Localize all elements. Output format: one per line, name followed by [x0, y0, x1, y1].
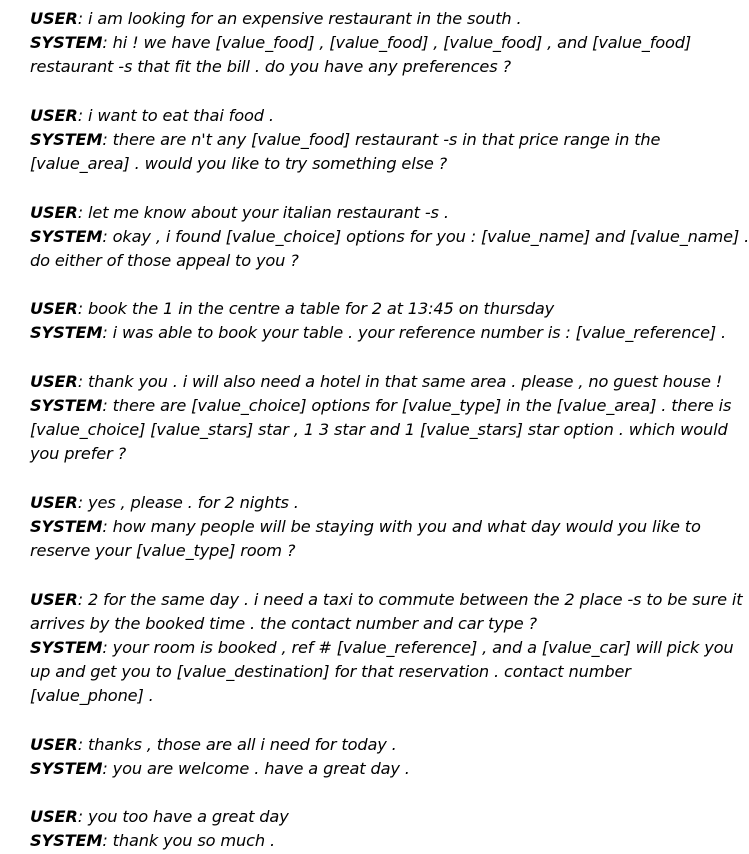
system-speaker-label: SYSTEM [30, 396, 103, 415]
dialogue-line [30, 829, 742, 853]
utterance-text: restaurant -s that fit the bill . do you have any preferences ? [30, 57, 511, 77]
dialogue-line [30, 636, 742, 660]
dialogue-turn [30, 7, 742, 80]
utterance-text: : there are [value_choice] options for [value_type] in the [value_area] . there is [102, 396, 732, 415]
utterance-text: : thank you so much . [102, 831, 275, 851]
system-speaker-label: SYSTEM [30, 323, 103, 343]
dialogue-line [30, 321, 742, 345]
system-speaker-label: SYSTEM [30, 758, 103, 778]
turn-spacer [30, 273, 742, 297]
dialogue-line [30, 660, 742, 684]
utterance-text: : book the 1 in the centre a table for 2 at 13:45 on thursday [77, 299, 555, 319]
dialogue-line [30, 201, 742, 225]
turn-spacer [30, 563, 742, 587]
user-speaker-label: USER [30, 589, 78, 609]
utterance-text: : thanks , those are all i need for today . [77, 734, 397, 754]
dialogue-line [30, 684, 742, 708]
utterance-text: : your room is booked , ref # [value_reference] , and a [value_car] will pick you [102, 637, 734, 657]
dialogue-line [30, 442, 742, 466]
dialogue-line [30, 539, 742, 563]
dialogue-line [30, 394, 742, 418]
utterance-text: : okay , i found [value_choice] options for you : [value_name] and [value_name] . [102, 226, 749, 246]
dialogue-line [30, 588, 742, 612]
dialogue-line [30, 128, 742, 152]
dialogue-line [30, 31, 742, 55]
utterance-text: : thank you . i will also need a hotel in that same area . please , no guest house ! [77, 371, 723, 391]
user-speaker-label: USER [30, 202, 78, 222]
user-speaker-label: USER [30, 734, 78, 754]
turn-spacer [30, 467, 742, 491]
utterance-text: arrives by the booked time . the contact number and car type ? [30, 613, 537, 633]
dialogue-line [30, 805, 742, 829]
utterance-text: : yes , please . for 2 nights . [77, 492, 299, 512]
utterance-text: you prefer ? [30, 444, 127, 464]
dialogue-line [30, 55, 742, 79]
turn-spacer [30, 176, 742, 200]
utterance-text: : you are welcome . have a great day . [102, 758, 410, 778]
system-speaker-label: SYSTEM [30, 831, 103, 851]
dialogue-line [30, 225, 749, 249]
dialogue-turn [30, 805, 742, 853]
user-speaker-label: USER [30, 807, 78, 827]
dialogue-line [30, 515, 742, 539]
utterance-text: : i want to eat thai food . [77, 105, 274, 125]
dialogue-line [30, 104, 742, 128]
system-speaker-label: SYSTEM [30, 33, 103, 53]
user-speaker-label: USER [30, 9, 78, 28]
dialogue-turn [30, 297, 742, 345]
dialogue-line [30, 297, 742, 321]
utterance-text: : i am looking for an expensive restaurant in the south . [77, 9, 522, 28]
dialogue-turn [30, 370, 742, 467]
user-speaker-label: USER [30, 299, 78, 319]
dialogue-line [30, 249, 742, 273]
utterance-text: : hi ! we have [value_food] , [value_food] , [value_food] , and [value_food] [102, 33, 692, 53]
system-speaker-label: SYSTEM [30, 516, 103, 536]
utterance-text: up and get you to [value_destination] for that reservation . contact number [30, 662, 631, 682]
turn-spacer [30, 781, 742, 805]
system-speaker-label: SYSTEM [30, 637, 103, 657]
dialogue-line [30, 418, 742, 442]
utterance-text: : there are n't any [value_food] restaurant -s in that price range in the [102, 129, 661, 149]
dialogue-turn [30, 104, 742, 177]
dialogue-turn [30, 201, 749, 274]
dialogue-transcript [30, 7, 749, 854]
dialogue-turn [30, 588, 742, 709]
utterance-text: [value_choice] [value_stars] star , 1 3 star and 1 [value_stars] star option . which would [30, 420, 728, 440]
user-speaker-label: USER [30, 105, 78, 125]
utterance-text: do either of those appeal to you ? [30, 250, 299, 270]
dialogue-line [30, 757, 742, 781]
utterance-text: : let me know about your italian restaurant -s . [77, 202, 449, 222]
utterance-text: : you too have a great day [77, 807, 289, 827]
utterance-text: : how many people will be staying with you and what day would you like to [102, 516, 701, 536]
utterance-text: [value_phone] . [30, 686, 154, 706]
user-speaker-label: USER [30, 371, 78, 391]
dialogue-turn [30, 733, 742, 781]
user-speaker-label: USER [30, 492, 78, 512]
dialogue-turn [30, 491, 742, 564]
dialogue-line [30, 733, 742, 757]
system-speaker-label: SYSTEM [30, 129, 103, 149]
system-speaker-label: SYSTEM [30, 226, 103, 246]
utterance-text: reserve your [value_type] room ? [30, 541, 296, 561]
turn-spacer [30, 708, 742, 732]
utterance-text: : i was able to book your table . your reference number is : [value_reference] . [102, 323, 727, 343]
dialogue-line [30, 7, 742, 31]
utterance-text: : 2 for the same day . i need a taxi to commute between the 2 place -s to be sure it [77, 589, 743, 609]
dialogue-line [30, 152, 742, 176]
dialogue-line [30, 370, 742, 394]
dialogue-line [30, 491, 742, 515]
dialogue-line [30, 612, 742, 636]
turn-spacer [30, 346, 742, 370]
turn-spacer [30, 80, 742, 104]
utterance-text: [value_area] . would you like to try something else ? [30, 154, 448, 174]
